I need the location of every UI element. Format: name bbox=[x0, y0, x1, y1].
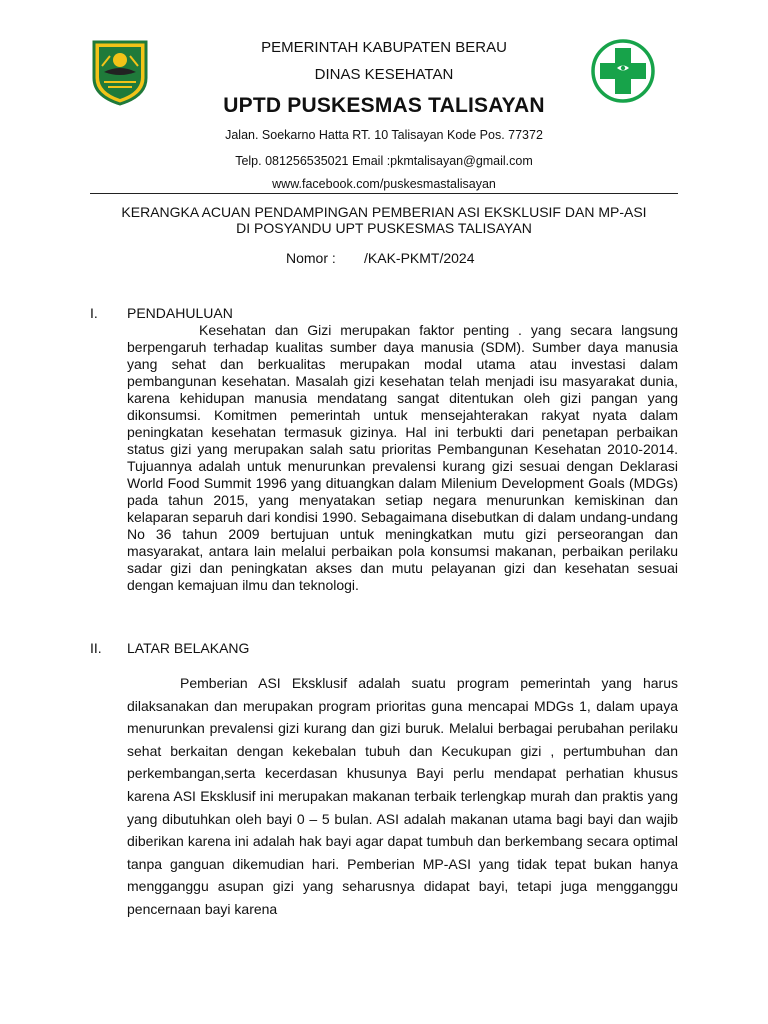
nomor-label: Nomor : bbox=[286, 250, 336, 266]
letterhead-divider bbox=[90, 193, 678, 194]
section-number: II. bbox=[90, 640, 102, 656]
section-heading: PENDAHULUAN bbox=[127, 305, 233, 321]
institution-title: UPTD PUSKESMAS TALISAYAN bbox=[223, 94, 545, 117]
section-number: I. bbox=[90, 305, 98, 321]
nomor-value: /KAK-PKMT/2024 bbox=[364, 250, 475, 266]
section-paragraph bbox=[127, 322, 678, 594]
address-line: Jalan. Soekarno Hatta RT. 10 Talisayan Kode Pos. 77372 bbox=[225, 128, 543, 142]
document-title-line-2: DI POSYANDU UPT PUSKESMAS TALISAYAN bbox=[236, 220, 532, 236]
paragraph-text: Kesehatan dan Gizi merupakan faktor penting . yang secara langsung berpengaruh terhadap kualitas sumber daya manusia (SDM). Sumber daya manusia yang sehat dan berkualitas merupakan modal utama atau investasi dalam pembangunan kesehatan. Masalah gizi kesehatan telah menjadi isu masyarakat dunia, karena kehidupan manusia mendatang sangat ditentukan oleh gizi pangan yang dikonsumsi. Komitmen pemerintah untuk mensejahterakan rakyat nyata dalam peningkatan kesehatan termasuk gizinya. Hal ini terbukti dari penetapan perbaikan status gizi yang merupakan salah satu prioritas Pembangunan Kesehatan 2010-2014. Tujuannya adalah untuk menurunkan prevalensi kurang gizi sesuai dengan Deklarasi World Food Summit 1996 yang dituangkan dalam Milenium Development Goals (MDGs) pada tahun 2015, yang menyatakan setiap negara menurunkan kemiskinan dan kelaparan separuh dari kondisi 1990. Sebagaimana disebutkan di dalam undang-undang No 36 tahun 2009 bertujuan untuk meningkatkan mutu gizi perseorangan dan masyarakat, antara lain melalui perbaikan pola konsumsi makanan, perbaikan perilaku sadar gizi dan peningkatan akses dan mutu pelayanan gizi dan kesehatan sesuai dengan kemajuan ilmu dan teknologi. bbox=[127, 322, 678, 593]
government-heading: PEMERINTAH KABUPATEN BERAU bbox=[261, 39, 507, 56]
section-paragraph bbox=[127, 672, 678, 921]
contact-line: Telp. 081256535021 Email :pkmtalisayan@gmail.com bbox=[235, 154, 533, 168]
agency-heading: DINAS KESEHATAN bbox=[314, 66, 454, 83]
document-title-line-1: KERANGKA ACUAN PENDAMPINGAN PEMBERIAN ASI EKSKLUSIF DAN MP-ASI bbox=[121, 204, 647, 220]
paragraph-text: Pemberian ASI Eksklusif adalah suatu program pemerintah yang harus dilaksanakan dan merupakan program prioritas guna mencapai MDGs 1, dalam upaya menurunkan prevalensi gizi kurang dan gizi buruk. Melalui berbagai perubahan perilaku sehat berkaitan dengan kekebalan tubuh dan Kecukupan gizi , pertumbuhan dan perkembangan,serta kecerdasan khusunya Bayi perlu mendapat perhatian khusus karena ASI Eksklusif ini merupakan makanan terbaik terlengkap murah dan praktis yang yang dibutuhkan oleh bayi 0 – 5 bulan. ASI adalah makanan utama bagi bayi dan wajib diberikan karena ini adalah hak bayi agar dapat tumbuh dan berkembang secara optimal tanpa ganguan dikemudian hari. Pemberian MP-ASI yang tidak tepat bukan hanya mengganggu asupan gizi yang seharusnya didapat bayi, tetapi juga mengganggu pencernaan bayi karena bbox=[127, 675, 678, 917]
section-heading: LATAR BELAKANG bbox=[127, 640, 250, 656]
website-line: www.facebook.com/puskesmastalisayan bbox=[272, 177, 496, 191]
